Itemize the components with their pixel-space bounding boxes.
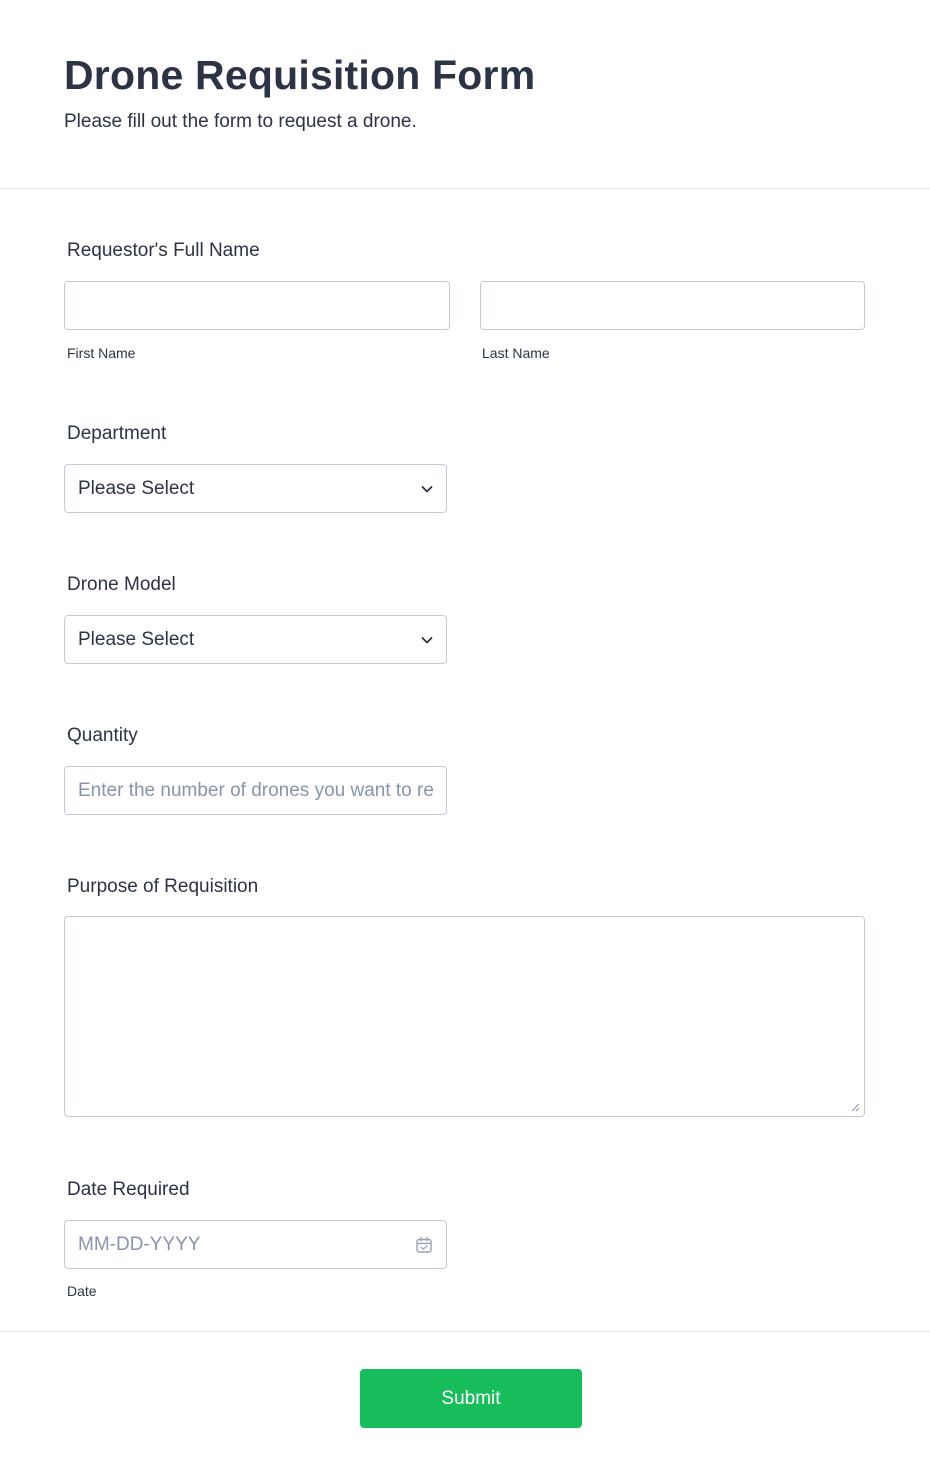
drone-model-label: Drone Model <box>67 574 176 595</box>
quantity-label: Quantity <box>67 725 138 746</box>
last-name-input[interactable] <box>481 282 864 329</box>
calendar-icon[interactable] <box>415 1236 433 1254</box>
chevron-down-icon <box>420 633 434 647</box>
full-name-label: Requestor's Full Name <box>67 240 260 261</box>
chevron-down-icon <box>420 482 434 496</box>
quantity-field[interactable] <box>64 766 447 815</box>
purpose-textarea[interactable] <box>65 917 864 1116</box>
first-name-field[interactable] <box>64 281 450 330</box>
date-input[interactable] <box>65 1221 446 1268</box>
first-name-sublabel: First Name <box>67 345 136 361</box>
date-required-label: Date Required <box>67 1179 190 1200</box>
submit-button[interactable]: Submit <box>360 1369 582 1428</box>
last-name-field[interactable] <box>480 281 865 330</box>
department-label: Department <box>67 423 167 444</box>
form-subtitle: Please fill out the form to request a drone. <box>64 111 417 132</box>
purpose-field[interactable] <box>64 916 865 1117</box>
form-header <box>0 0 930 189</box>
drone-model-select[interactable] <box>64 615 447 664</box>
drone-model-selected-value: Please Select <box>78 629 195 650</box>
resize-grip-icon[interactable] <box>851 1103 860 1112</box>
quantity-input[interactable] <box>65 767 446 814</box>
date-field[interactable] <box>64 1220 447 1269</box>
footer-divider <box>0 1331 930 1332</box>
form-title: Drone Requisition Form <box>64 52 536 98</box>
first-name-input[interactable] <box>65 282 449 329</box>
purpose-label: Purpose of Requisition <box>67 876 259 897</box>
department-selected-value: Please Select <box>78 478 195 499</box>
date-sublabel: Date <box>67 1283 97 1299</box>
last-name-sublabel: Last Name <box>482 345 550 361</box>
department-select[interactable] <box>64 464 447 513</box>
